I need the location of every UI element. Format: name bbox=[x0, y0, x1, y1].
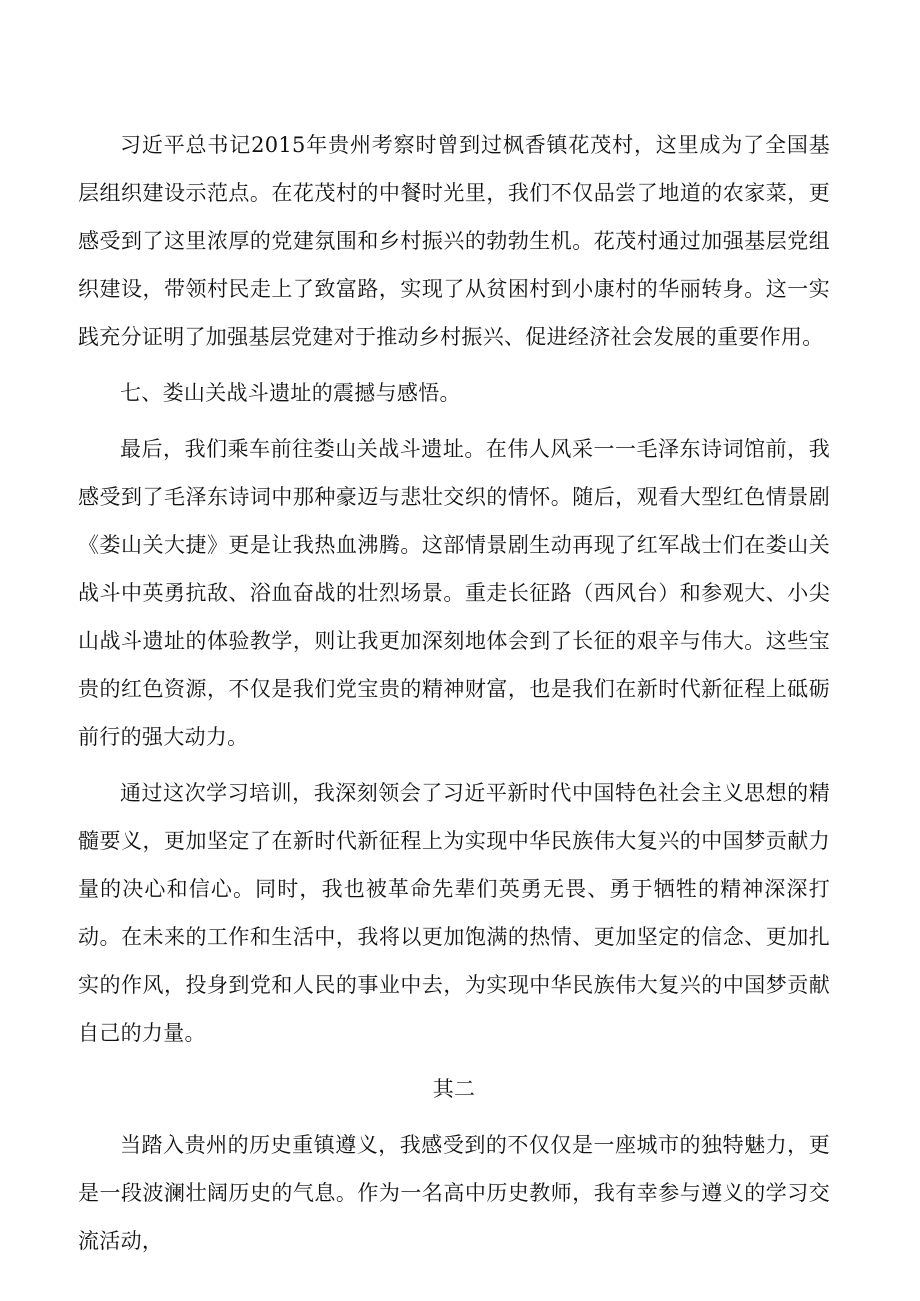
paragraph-training-summary: 通过这次学习培训，我深刻领会了习近平新时代中国特色社会主义思想的精髓要义，更加坚定了在新时代新征程上为实现中华民族伟大复兴的中国梦贡献力量的决心和信心。同时，我也被革命先辈们英勇无畏、勇于牺牲的精神深深打动。在未来的工作和生活中，我将以更加饱满的热情、更加坚定的信念、更加扎实的作风，投身到党和人民的事业中去，为实现中华民族伟大复兴的中国梦贡献自己的力量。 bbox=[78, 781, 830, 1045]
paragraph-loushanguan-visit: 最后，我们乘车前往娄山关战斗遗址。在伟人风采一一毛泽东诗词馆前，我感受到了毛泽东诗词中那种豪迈与悲壮交织的情怀。随后，观看大型红色情景剧《娄山关大捷》更是让我热血沸腾。这部情景剧生动再现了红军战士们在娄山关战斗中英勇抗敌、浴血奋战的壮烈场景。重走长征路（西风台）和参观大、小尖山战斗遗址的体验教学，则让我更加深刻地体会到了长征的艰辛与伟大。这些宝贵的红色资源，不仅是我们党宝贵的精神财富，也是我们在新时代新征程上砥砺前行的强大动力。 bbox=[78, 437, 830, 749]
paragraph-zunyi-intro: 当踏入贵州的历史重镇遵义，我感受到的不仅仅是一座城市的独特魅力，更是一段波澜壮阔历史的气息。作为一名高中历史教师，我有幸参与遵义的学习交流活动， bbox=[78, 1133, 830, 1253]
section-heading-loushanguan: 七、娄山关战斗遗址的震撼与感悟。 bbox=[120, 381, 461, 405]
section-title-part-two: 其二 bbox=[432, 1077, 476, 1101]
document-body bbox=[78, 121, 830, 1265]
paragraph-huamao-village: 习近平总书记2015年贵州考察时曾到过枫香镇花茂村，这里成为了全国基层组织建设示范点。在花茂村的中餐时光里，我们不仅品尝了地道的农家菜，更感受到了这里浓厚的党建氛围和乡村振兴的勃勃生机。花茂村通过加强基层党组织建设，带领村民走上了致富路，实现了从贫困村到小康村的华丽转身。这一实践充分证明了加强基层党建对于推动乡村振兴、促进经济社会发展的重要作用。 bbox=[78, 133, 830, 349]
